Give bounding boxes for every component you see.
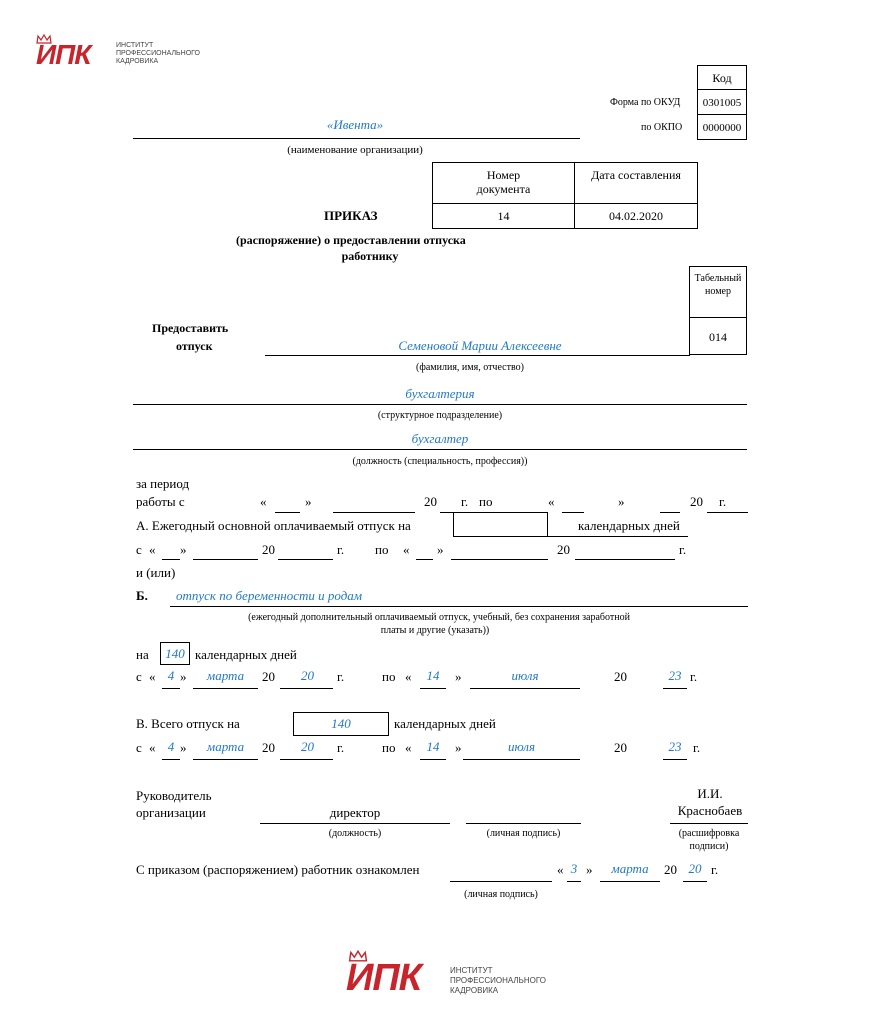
section-b-from-month: марта bbox=[206, 668, 245, 683]
grant-label-1: Предоставить bbox=[152, 321, 229, 335]
section-v-to-day: 14 bbox=[426, 739, 440, 754]
position-line bbox=[133, 449, 747, 450]
section-v-po: по bbox=[382, 740, 396, 755]
section-b-from-day-line bbox=[162, 688, 180, 689]
logo-tagline-bottom-2: ПРОФЕССИОНАЛЬНОГО bbox=[450, 976, 546, 985]
section-v-from-month: марта bbox=[206, 739, 245, 754]
organization-line bbox=[133, 138, 580, 139]
department-line bbox=[133, 404, 747, 405]
section-v-to-qc: » bbox=[455, 740, 462, 755]
section-a-to-year-line bbox=[575, 559, 675, 560]
section-b-type-line bbox=[170, 606, 748, 607]
section-b-to-qc: » bbox=[455, 669, 462, 684]
section-b-to-month-line bbox=[470, 688, 580, 689]
section-a-or: и (или) bbox=[136, 565, 176, 580]
section-v-days-suffix: календарных дней bbox=[394, 716, 496, 731]
section-b-days-suffix: календарных дней bbox=[195, 647, 297, 662]
section-a-to-qo: « bbox=[403, 542, 410, 557]
employee-name: Семеновой Марии Алексеевне bbox=[398, 338, 562, 353]
head-name-1: И.И. bbox=[697, 786, 723, 801]
period-to-quote-open: « bbox=[548, 494, 555, 509]
okpo-label: по ОКПО bbox=[641, 122, 683, 133]
logo-tagline-bottom-3: КАДРОВИКА bbox=[450, 986, 499, 995]
section-a-to-day-line bbox=[416, 559, 433, 560]
ack-g: г. bbox=[711, 862, 719, 877]
section-v-to-qo: « bbox=[405, 740, 412, 755]
period-label-2: работы с bbox=[136, 494, 185, 509]
ack-qo: « bbox=[557, 862, 564, 877]
code-header-cell: Код bbox=[697, 65, 747, 90]
ack-day-line bbox=[567, 881, 581, 882]
position-value: бухгалтер bbox=[411, 431, 469, 446]
tab-number-header: Табельный номер bbox=[689, 266, 747, 318]
section-a-from-month-line bbox=[193, 559, 258, 560]
section-v-to-year-prefix: 20 bbox=[614, 740, 627, 755]
ack-text: С приказом (распоряжением) работник ознакомлен bbox=[136, 862, 420, 877]
period-to-year-line bbox=[707, 512, 723, 513]
section-v-from-year-prefix: 20 bbox=[262, 740, 275, 755]
section-a-days-suffix: календарных дней bbox=[578, 518, 680, 533]
section-a-text: А. Ежегодный основной оплачиваемый отпуск на bbox=[136, 518, 411, 533]
section-b-na: на bbox=[136, 647, 149, 662]
section-b-from-qc: » bbox=[180, 669, 187, 684]
order-title: ПРИКАЗ bbox=[324, 208, 378, 223]
company-logo-bottom bbox=[346, 950, 556, 1002]
section-v-from-day: 4 bbox=[167, 739, 175, 754]
period-from-quote-close: » bbox=[305, 494, 312, 509]
section-b-type: отпуск по беременности и родам bbox=[176, 588, 363, 603]
section-a-po: по bbox=[375, 542, 389, 557]
section-b-from-year: 20 bbox=[301, 668, 314, 683]
doc-number-value: 14 bbox=[432, 203, 575, 229]
head-position: директор bbox=[329, 805, 381, 820]
section-v-text: В. Всего отпуск на bbox=[136, 716, 240, 731]
section-v-from-year-line bbox=[280, 759, 333, 760]
organization-name: «Ивента» bbox=[326, 117, 384, 132]
head-label-1: Руководитель bbox=[136, 788, 212, 803]
doc-number-header: Номер документа bbox=[432, 162, 575, 204]
period-to-year-prefix: 20 bbox=[690, 494, 703, 509]
section-v-to-day-line bbox=[420, 759, 446, 760]
head-name-2: Краснобаев bbox=[677, 803, 743, 818]
period-po: по bbox=[479, 494, 493, 509]
section-a-s: с bbox=[136, 542, 142, 557]
section-v-from-month-line bbox=[193, 759, 258, 760]
section-b-caption-1: (ежегодный дополнительный оплачиваемый отпуск, учебный, без сохранения заработной bbox=[248, 612, 630, 623]
period-to-day-line bbox=[562, 512, 584, 513]
okud-label: Форма по ОКУД bbox=[610, 97, 681, 108]
head-signature-caption: (личная подпись) bbox=[486, 828, 561, 839]
section-b-to-month: июля bbox=[511, 668, 539, 683]
section-a-from-g: г. bbox=[337, 542, 345, 557]
ack-month-line bbox=[600, 881, 660, 882]
period-from-day-line bbox=[275, 512, 300, 513]
section-a-from-year-line bbox=[278, 559, 333, 560]
section-b-to-qo: « bbox=[405, 669, 412, 684]
section-v-to-g: г. bbox=[693, 740, 701, 755]
ack-signature-caption: (личная подпись) bbox=[464, 889, 538, 900]
period-label-1: за период bbox=[136, 476, 190, 491]
section-v-from-g: г. bbox=[337, 740, 345, 755]
section-a-to-year: 20 bbox=[557, 542, 570, 557]
department-caption: (структурное подразделение) bbox=[377, 410, 503, 421]
ack-year: 20 bbox=[688, 861, 702, 876]
section-b-to-year-line bbox=[663, 688, 687, 689]
head-position-line bbox=[260, 823, 450, 824]
period-to-quote-close: » bbox=[618, 494, 625, 509]
doc-date-value: 04.02.2020 bbox=[574, 203, 698, 229]
ack-month: марта bbox=[611, 861, 649, 876]
period-from-month-line bbox=[333, 512, 415, 513]
section-b-from-g: г. bbox=[337, 669, 345, 684]
section-b-to-g: г. bbox=[690, 669, 698, 684]
okud-value-cell: 0301005 bbox=[697, 89, 747, 115]
grant-label-2: отпуск bbox=[176, 339, 213, 353]
period-end-line bbox=[723, 512, 748, 513]
employee-name-line bbox=[265, 355, 690, 356]
section-v-to-year: 23 bbox=[668, 739, 682, 754]
head-decode-caption-1: (расшифровка bbox=[678, 828, 740, 839]
organization-caption: (наименование организации) bbox=[287, 144, 423, 156]
tab-number-value: 014 bbox=[689, 317, 747, 355]
section-v-to-year-line bbox=[663, 759, 687, 760]
employee-name-caption: (фамилия, имя, отчество) bbox=[416, 362, 524, 373]
logo-tagline-3: КАДРОВИКА bbox=[116, 58, 159, 65]
section-b-to-day-line bbox=[420, 688, 446, 689]
head-position-caption: (должность) bbox=[328, 828, 382, 839]
period-from-quote-open: « bbox=[260, 494, 267, 509]
order-subtitle-2: работнику bbox=[341, 249, 399, 263]
period-from-g: г. bbox=[461, 494, 469, 509]
doc-date-header: Дата составления bbox=[574, 162, 698, 204]
section-a-from-day-line bbox=[162, 559, 180, 560]
section-b-caption-2: платы и другие (указать)) bbox=[380, 625, 490, 636]
section-b-to-year-prefix: 20 bbox=[614, 669, 627, 684]
logo-mark-bottom: ИПК bbox=[346, 957, 422, 999]
period-to-g: г. bbox=[719, 494, 727, 509]
section-b-days-value: 140 bbox=[165, 646, 185, 661]
section-a-from-year: 20 bbox=[262, 542, 275, 557]
company-logo bbox=[36, 34, 200, 74]
logo-tagline-1: ИНСТИТУТ bbox=[116, 42, 154, 49]
section-v-days-value: 140 bbox=[331, 716, 351, 731]
section-b-letter: Б. bbox=[136, 588, 148, 603]
section-v-to-month: июля bbox=[507, 739, 536, 754]
section-v-s: с bbox=[136, 740, 142, 755]
section-a-to-g: г. bbox=[679, 542, 687, 557]
section-a-to-month-line bbox=[451, 559, 548, 560]
section-a-from-qo: « bbox=[149, 542, 156, 557]
section-v-to-month-line bbox=[463, 759, 580, 760]
section-v-from-year: 20 bbox=[301, 739, 314, 754]
head-decode-caption-2: подписи) bbox=[689, 841, 729, 852]
order-subtitle-1: (распоряжение) о предоставлении отпуска bbox=[236, 233, 466, 247]
section-b-to-year: 23 bbox=[668, 668, 682, 683]
section-b-s: с bbox=[136, 669, 142, 684]
section-v-from-qo: « bbox=[149, 740, 156, 755]
period-from-year-prefix: 20 bbox=[424, 494, 437, 509]
ack-year-prefix: 20 bbox=[664, 862, 677, 877]
section-b-from-year-prefix: 20 bbox=[262, 669, 275, 684]
head-signature-line bbox=[466, 823, 581, 824]
section-b-from-day: 4 bbox=[167, 668, 175, 683]
ack-day: 3 bbox=[570, 861, 578, 876]
section-a-from-qc: » bbox=[180, 542, 187, 557]
section-b-from-year-line bbox=[280, 688, 333, 689]
section-a-days-line bbox=[548, 536, 688, 537]
section-a-to-qc: » bbox=[437, 542, 444, 557]
section-v-from-day-line bbox=[162, 759, 180, 760]
section-a-days-box bbox=[453, 512, 548, 537]
ack-year-line bbox=[683, 881, 707, 882]
period-to-month-line bbox=[660, 512, 680, 513]
section-b-to-day: 14 bbox=[426, 668, 440, 683]
section-b-from-qo: « bbox=[149, 669, 156, 684]
section-v-from-qc: » bbox=[180, 740, 187, 755]
okpo-value-cell: 0000000 bbox=[697, 114, 747, 140]
department-value: бухгалтерия bbox=[405, 386, 475, 401]
logo-tagline-2: ПРОФЕССИОНАЛЬНОГО bbox=[116, 50, 200, 57]
section-b-po: по bbox=[382, 669, 396, 684]
head-label-2: организации bbox=[136, 805, 206, 820]
section-b-from-month-line bbox=[193, 688, 258, 689]
ack-signature-line bbox=[450, 881, 552, 882]
position-caption: (должность (специальность, профессия)) bbox=[352, 456, 528, 467]
logo-tagline-bottom-1: ИНСТИТУТ bbox=[450, 966, 493, 975]
head-name-line bbox=[670, 823, 748, 824]
logo-mark: ИПК bbox=[36, 39, 91, 70]
ack-qc: » bbox=[586, 862, 593, 877]
